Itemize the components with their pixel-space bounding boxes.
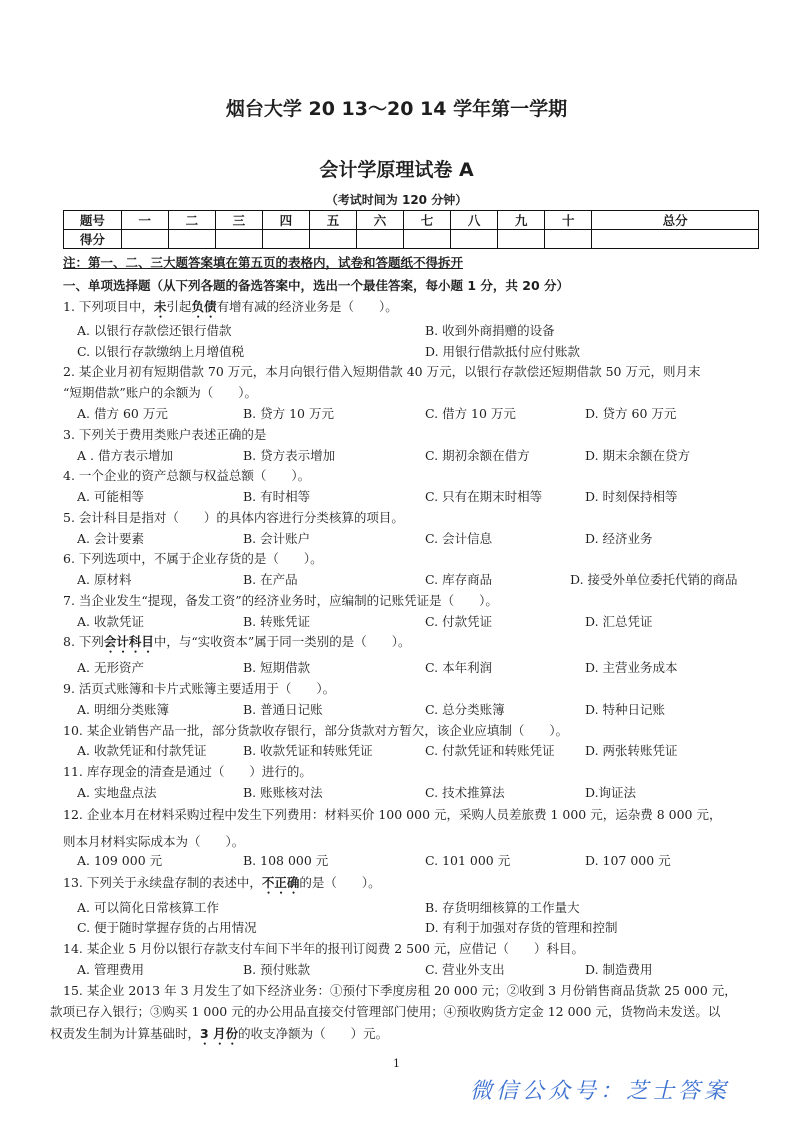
answer-option[interactable]: A. 明细分类账簿	[77, 702, 169, 717]
question-text: 12. 企业本月在材料采购过程中发生下列费用：材料买价 100 000 元，采购人员差旅费 1 000 元，运杂费 8 000 元，	[63, 807, 722, 822]
answer-option[interactable]: A. 收款凭证和付款凭证	[77, 743, 207, 758]
score-cell[interactable]	[121, 230, 168, 249]
answer-option[interactable]: A. 会计要素	[77, 531, 144, 546]
section-title: 一、单项选择题（从下列各题的备选答案中，选出一个最佳答案，每小题 1 分，共 20 分）	[63, 278, 570, 293]
question-text: 7. 当企业发生“提现，备发工资”的经济业务时，应编制的记账凭证是（ ）。	[63, 593, 498, 608]
answer-option[interactable]: B. 贷方表示增加	[243, 448, 336, 463]
score-header-cell: 总分	[592, 211, 759, 230]
answer-option[interactable]: A. 管理费用	[77, 962, 144, 977]
answer-option[interactable]: C. 本年利润	[425, 660, 493, 675]
question-stem	[63, 551, 323, 567]
answer-option[interactable]: A. 可以简化日常核算工作	[77, 900, 219, 915]
answer-option[interactable]: B. 会计账户	[243, 531, 311, 546]
answer-option[interactable]: C. 总分类账簿	[425, 702, 505, 717]
question-text: 6. 下列选项中，不属于企业存货的是（ ）。	[63, 551, 323, 566]
instruction-note: 注：第一、二、三大题答案填在第五页的表格内，试卷和答题纸不得拆开	[63, 255, 464, 270]
score-cell[interactable]	[215, 230, 262, 249]
score-cell[interactable]	[498, 230, 545, 249]
answer-option[interactable]: B. 存货明细核算的工作量大	[425, 900, 580, 915]
exam-time: （考试时间为 120 分钟）	[325, 193, 468, 207]
question-text: 有增有减的经济业务是（ ）。	[216, 299, 398, 314]
answer-option[interactable]: D. 两张转账凭证	[585, 743, 678, 758]
answer-option[interactable]: D.询证法	[585, 785, 637, 800]
emphasized-text: 不正确	[261, 875, 300, 890]
answer-option[interactable]: B. 有时相等	[243, 489, 311, 504]
answer-option[interactable]: A. 实地盘点法	[77, 785, 157, 800]
answer-option[interactable]: C. 库存商品	[425, 572, 493, 587]
answer-option[interactable]: C. 付款凭证	[425, 614, 493, 629]
answer-option[interactable]: C. 只有在期末时相等	[425, 489, 543, 504]
question-text: 的是（ ）。	[299, 875, 381, 890]
question-stem	[63, 875, 381, 897]
score-cell[interactable]	[545, 230, 592, 249]
question-text: 中，与“实收资本”属于同一类别的是（ ）。	[153, 634, 411, 649]
answer-option[interactable]: B. 账账核对法	[243, 785, 323, 800]
answer-option[interactable]: C. 便于随时掌握存货的占用情况	[77, 920, 257, 935]
answer-option[interactable]: D. 107 000 元	[585, 853, 671, 868]
emphasized-text: 3 月份	[200, 1026, 239, 1041]
score-header-cell: 一	[121, 211, 168, 230]
question-stem	[63, 593, 498, 609]
score-header-cell: 九	[498, 211, 545, 230]
question-stem	[63, 364, 700, 380]
answer-option[interactable]: A . 借方表示增加	[77, 448, 173, 463]
answer-option[interactable]: D. 有利于加强对存货的管理和控制	[425, 920, 618, 935]
answer-option[interactable]: D. 时刻保持相等	[585, 489, 678, 504]
question-text: 引起	[166, 299, 192, 314]
question-stem	[63, 634, 410, 656]
score-header-cell: 二	[168, 211, 215, 230]
question-text: 8. 下列	[63, 634, 104, 649]
question-text: 的收支净额为（ ）元。	[238, 1026, 389, 1041]
answer-option[interactable]: D. 汇总凭证	[585, 614, 653, 629]
score-cell[interactable]	[168, 230, 215, 249]
question-stem	[63, 681, 335, 697]
score-header-cell: 五	[309, 211, 356, 230]
emphasized-text: 未	[153, 299, 167, 314]
score-header-cell: 六	[356, 211, 403, 230]
question-stem	[63, 807, 721, 823]
score-table-header-row	[64, 211, 759, 230]
answer-option[interactable]: A. 借方 60 万元	[77, 406, 168, 421]
answer-option[interactable]: A. 原材料	[77, 572, 132, 587]
score-table-score-row	[64, 230, 759, 249]
question-stem	[63, 941, 584, 957]
score-header-cell: 十	[545, 211, 592, 230]
question-text: 1. 下列项目中，	[63, 299, 154, 314]
page-number: 1	[393, 1057, 400, 1070]
score-row-label: 得分	[64, 230, 122, 249]
emphasized-text: 负债	[191, 299, 217, 314]
answer-option[interactable]: C. 101 000 元	[425, 853, 511, 868]
answer-option[interactable]: D. 期末余额在贷方	[585, 448, 691, 463]
answer-option[interactable]: C. 期初余额在借方	[425, 448, 530, 463]
answer-option[interactable]: B. 108 000 元	[243, 853, 329, 868]
question-text: 4. 一个企业的资产总额与权益总额（ ）。	[63, 468, 311, 483]
question-stem-continued: 款项已存入银行；③购买 1 000 元的办公用品直接交付管理部门使用；④预收购货方定金 12 000 元，货物尚未发送。以	[50, 1004, 721, 1019]
score-cell[interactable]	[309, 230, 356, 249]
score-table	[63, 210, 759, 249]
score-cell[interactable]	[262, 230, 309, 249]
answer-option[interactable]: B. 贷方 10 万元	[243, 406, 334, 421]
answer-option[interactable]: B. 预付账款	[243, 962, 311, 977]
question-stem-continued: 则本月材料实际成本为（ ）。	[63, 834, 245, 849]
answer-option[interactable]: B. 收款凭证和转账凭证	[243, 743, 373, 758]
question-stem	[63, 299, 398, 321]
answer-option[interactable]: C. 营业外支出	[425, 962, 505, 977]
answer-option[interactable]: B. 普通日记账	[243, 702, 323, 717]
answer-option[interactable]: C. 技术推算法	[425, 785, 505, 800]
question-stem	[63, 723, 568, 739]
answer-option[interactable]: C. 借方 10 万元	[425, 406, 516, 421]
question-text: 3. 下列关于费用类账户表述正确的是	[63, 427, 267, 442]
emphasized-text: 会计科目	[103, 634, 154, 649]
question-stem	[63, 764, 312, 780]
question-text: 权责发生制为计算基础时，	[50, 1026, 201, 1041]
question-text: 2. 某企业月初有短期借款 70 万元，本月向银行借入短期借款 40 万元，以银行存款偿还短期借款 50 万元，则月末	[63, 364, 701, 379]
answer-option[interactable]: B. 收到外商捐赠的设备	[425, 323, 555, 338]
watermark: 微信公众号：芝士答案	[470, 1079, 731, 1104]
score-cell[interactable]	[356, 230, 403, 249]
answer-option[interactable]: C. 会计信息	[425, 531, 493, 546]
question-text: 15. 某企业 2013 年 3 月发生了如下经济业务：①预付下季度房租 20 000 元；②收到 3 月份销售商品货款 25 000 元，	[63, 983, 737, 998]
answer-option[interactable]: C. 付款凭证和转账凭证	[425, 743, 555, 758]
answer-option[interactable]: B. 转账凭证	[243, 614, 311, 629]
answer-option[interactable]: A. 可能相等	[77, 489, 144, 504]
score-cell[interactable]	[404, 230, 451, 249]
answer-option[interactable]: A. 以银行存款偿还银行借款	[77, 323, 232, 338]
question-text: 13. 下列关于永续盘存制的表述中，	[63, 875, 262, 890]
question-text: 10. 某企业销售产品一批，部分货款收存银行，部分货款对方暂欠，该企业应填制（ ）。	[63, 723, 569, 738]
question-text: 5. 会计科目是指对（ ）的具体内容进行分类核算的项目。	[63, 510, 404, 525]
answer-option[interactable]: B. 短期借款	[243, 660, 311, 675]
score-header-cell: 八	[451, 211, 498, 230]
question-stem-continued	[50, 1026, 388, 1048]
answer-option[interactable]: D. 接受外单位委托代销的商品	[570, 572, 738, 587]
answer-option[interactable]: D. 用银行借款抵付应付账款	[425, 344, 581, 359]
answer-option[interactable]: A. 收款凭证	[77, 614, 144, 629]
answer-option[interactable]: D. 特种日记账	[585, 702, 666, 717]
answer-option[interactable]: D. 制造费用	[585, 962, 653, 977]
answer-option[interactable]: D. 经济业务	[585, 531, 653, 546]
paper-subtitle: 会计学原理试卷 A	[319, 159, 474, 181]
score-cell[interactable]	[592, 230, 759, 249]
score-header-cell: 题号	[64, 211, 122, 230]
question-stem	[63, 427, 266, 443]
score-cell[interactable]	[451, 230, 498, 249]
question-stem-continued: “短期借款”账户的余额为（ ）。	[63, 385, 258, 400]
question-stem	[63, 468, 310, 484]
answer-option[interactable]: D. 贷方 60 万元	[585, 406, 677, 421]
score-header-cell: 三	[215, 211, 262, 230]
exam-title: 烟台大学 20 13～20 14 学年第一学期	[225, 98, 568, 120]
answer-option[interactable]: B. 在产品	[243, 572, 298, 587]
question-text: 9. 活页式账簿和卡片式账簿主要适用于（ ）。	[63, 681, 336, 696]
answer-option[interactable]: A. 无形资产	[77, 660, 144, 675]
answer-option[interactable]: A. 109 000 元	[77, 853, 163, 868]
score-header-cell: 七	[404, 211, 451, 230]
question-stem	[63, 983, 737, 999]
question-stem	[63, 510, 404, 526]
score-header-cell: 四	[262, 211, 309, 230]
answer-option[interactable]: D. 主营业务成本	[585, 660, 678, 675]
question-text: 11. 库存现金的清查是通过（ ）进行的。	[63, 764, 312, 779]
answer-option[interactable]: C. 以银行存款缴纳上月增值税	[77, 344, 245, 359]
question-text: 14. 某企业 5 月份以银行存款支付车间下半年的报刊订阅费 2 500 元，应借记（ ）科目。	[63, 941, 584, 956]
